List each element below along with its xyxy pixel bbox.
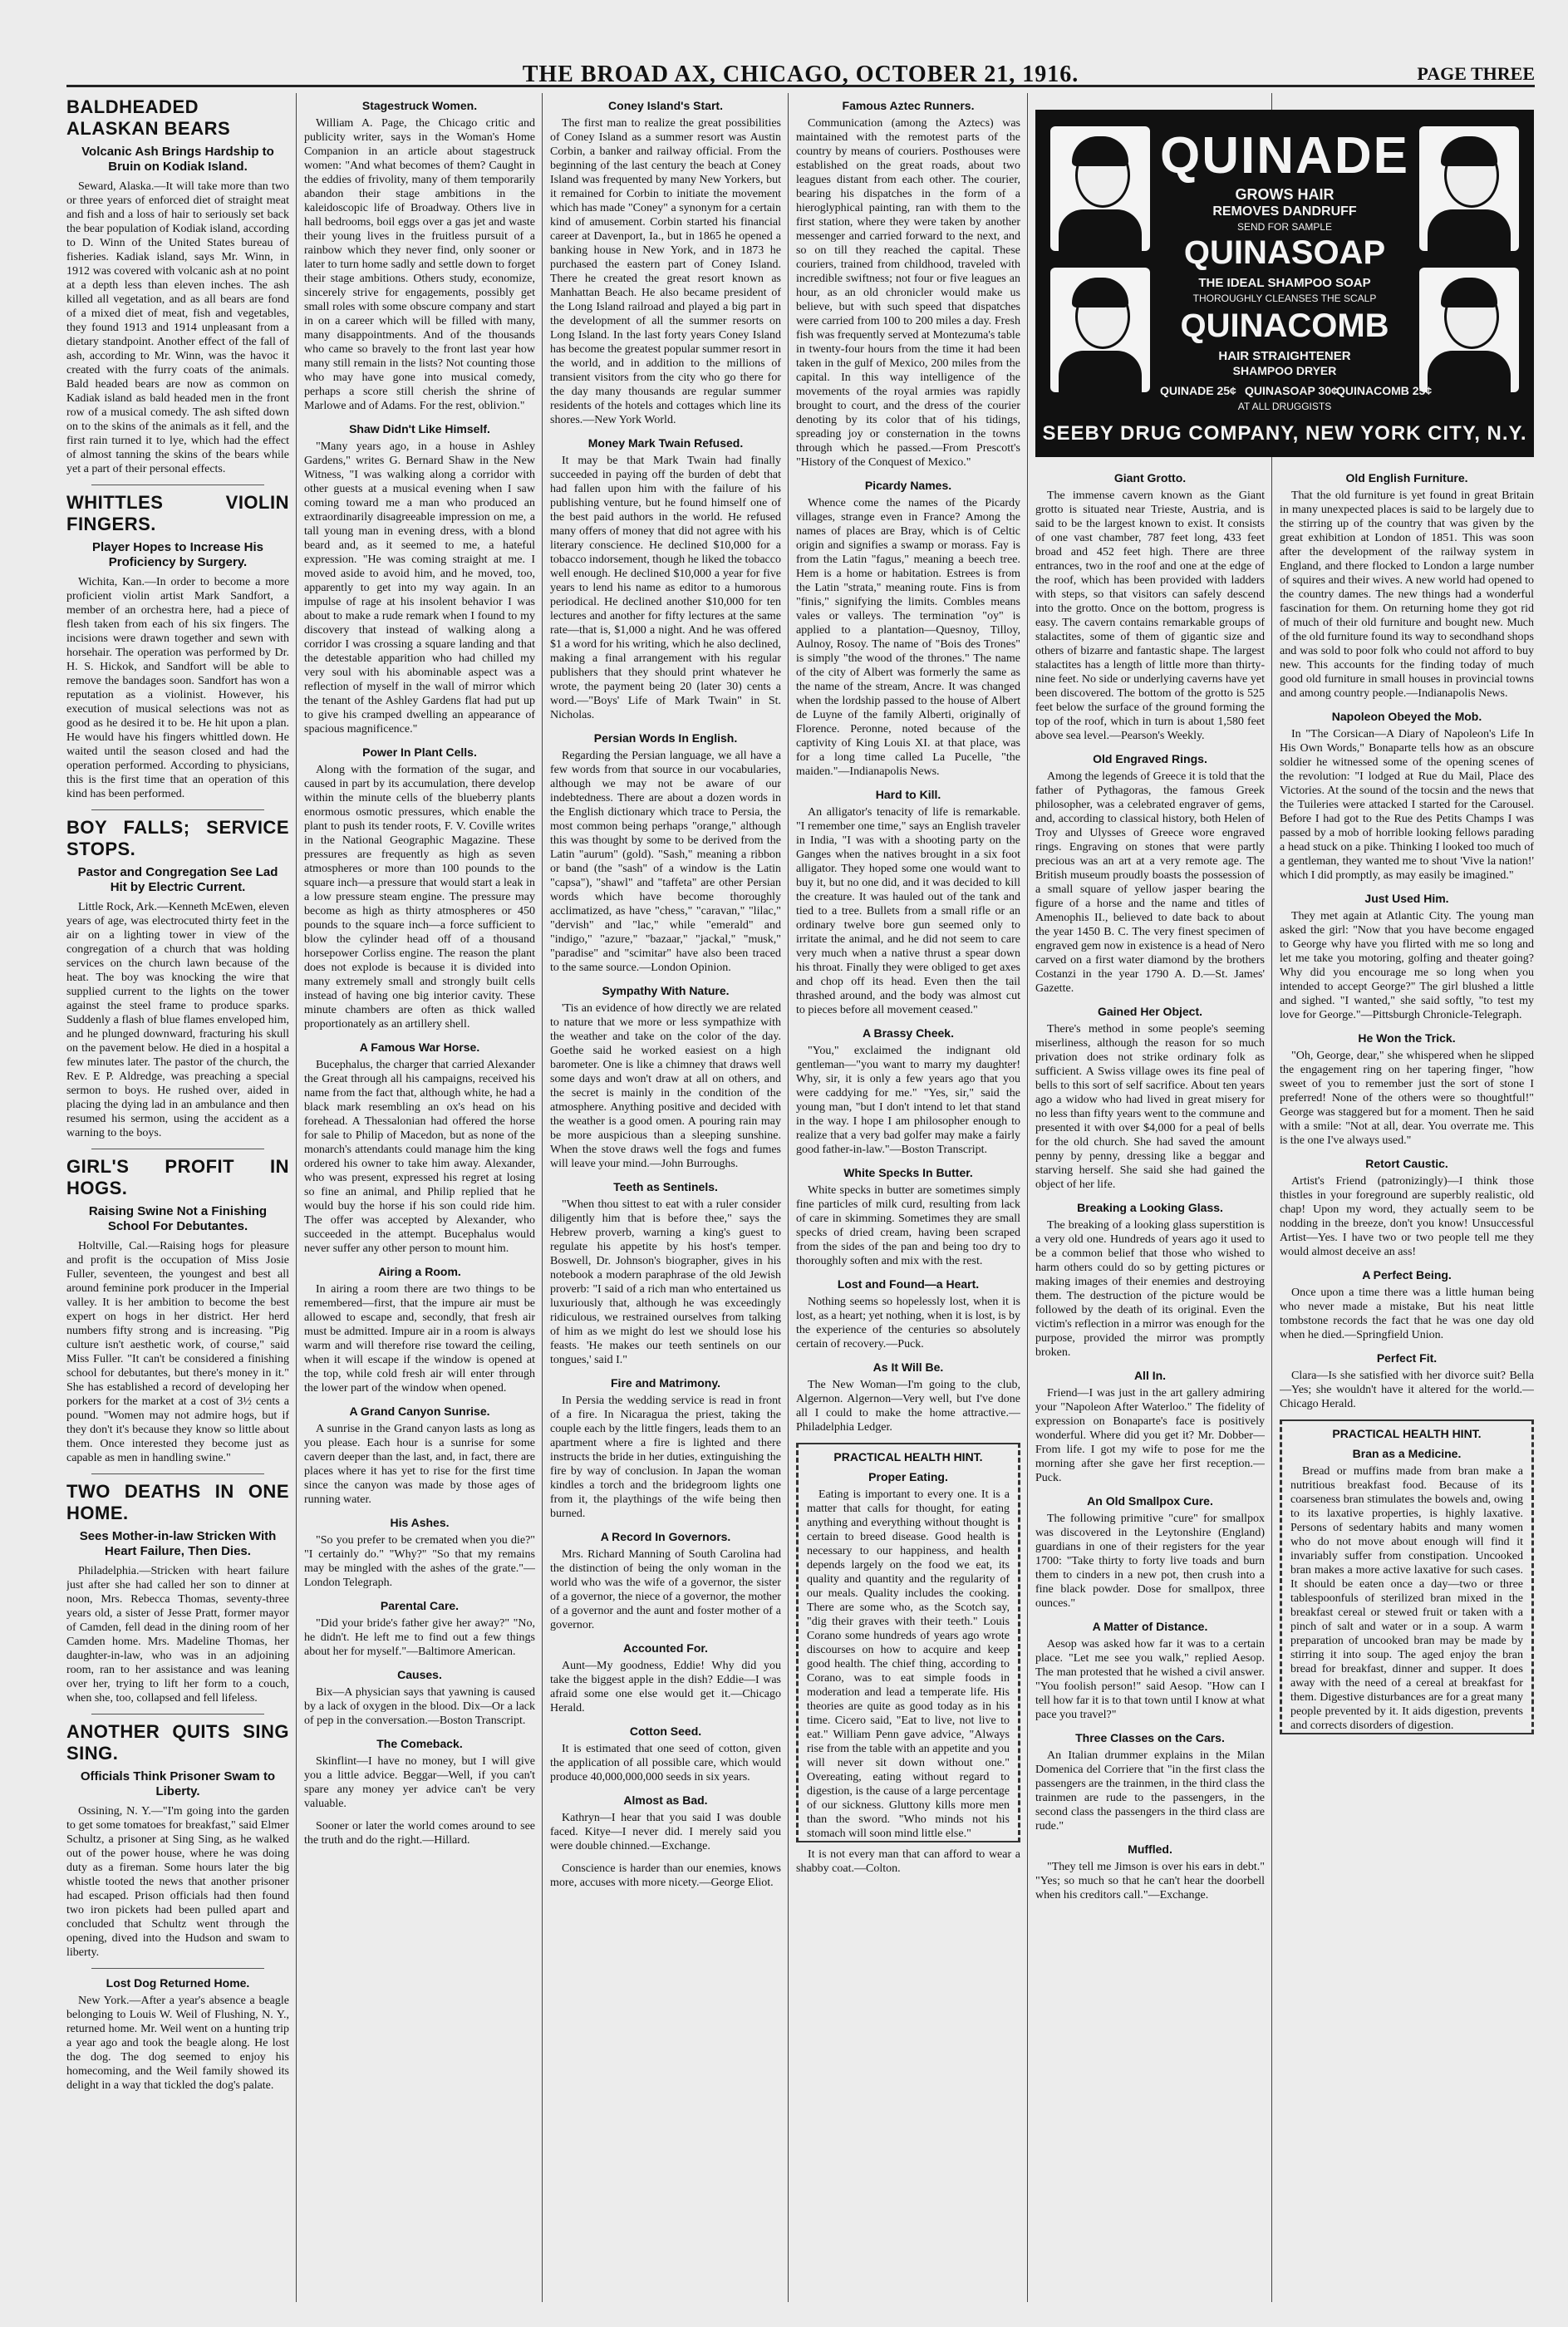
article <box>1280 1267 1534 1342</box>
article-headline: BOY FALLS; SERVICE STOPS. <box>66 817 289 859</box>
article-body: That the old furniture is yet found in great Britain in many unexpected places is said to be largely due to the stirring up of the country that was given by the great exhibition at London of 1851. This was soon after the development of the railway system in England, and there flocked to London a large number of squires and their wives. A new world had opened to the country dames. The new things had a wonderful fascination for them. On returning home they got rid of much of their old furniture and bought new. Much of the old furniture found its way to secondhand shops and was sold to poor folk who could not afford to buy new. This accounts for the finding today of much good old furniture in small houses in provincial towns and among country people.—Indianapolis News. <box>1280 490 1534 700</box>
health-hint-title: PRACTICAL HEALTH HINT. <box>833 1450 983 1464</box>
divider <box>91 809 264 810</box>
article-title: Just Used Him. <box>1364 892 1449 905</box>
article <box>550 1862 781 1890</box>
article-body: An Italian drummer explains in the Milan Domenica del Corriere that "in the first class the passengers are the trainmen, in the third class the trainmen are rude to the passengers, in the second class the passengers in the third class are rude." <box>1035 1749 1265 1833</box>
article <box>796 1360 1020 1434</box>
article-title: Perfect Fit. <box>1376 1351 1438 1365</box>
article-title: A Brassy Cheek. <box>863 1026 954 1040</box>
article-title: Lost Dog Returned Home. <box>106 1976 250 1990</box>
article-title: Accounted For. <box>623 1641 708 1655</box>
article <box>1280 891 1534 1022</box>
article-body: Whence come the names of the Picardy villages, strange even in France? Among the names of places are Bray, which is of Celtic origin and signifies a swamp or morass. Fay is from the Latin "fagus," meaning a beech tree. Hem is a home or habitation. Estrees is from the Latin "strata," meaning route. Fins is from "finis," signifying the limits. Combles means vales or valleys. The termination "oy" is applied to a plantation—Quesnoy, Tilloy, Aulnoy, Rosoy. The name of "Bois des Trones" is simply "the wood of the thrones." The name of the city of Albert was formerly the same as the name of the stream, Ancre. It was changed when the lordship passed to the house of Albert de Luyne of the family Alberti, originally of Florence. Peronne, noted because of the captivity of King Louis XI. at that place, was for a long time called La Pucelle, "the maiden."—Indianapolis News. <box>796 497 1020 778</box>
article-body: Once upon a time there was a little human being who never made a mistake, But his neat little tombstone records the fact that he was one day old when he died.—Springfield Union. <box>1280 1286 1534 1341</box>
article <box>1035 751 1265 996</box>
health-hint-box <box>1280 1419 1534 1734</box>
article-title: Sympathy With Nature. <box>602 984 730 997</box>
masthead-title: THE BROAD AX, CHICAGO, OCTOBER 21, 1916. <box>522 61 1079 87</box>
article <box>304 1515 535 1590</box>
column-4 <box>796 93 1020 2302</box>
ad-line: HAIR STRAIGHTENER <box>1218 349 1351 363</box>
article-body: Bix—A physician says that yawning is caused by a lack of oxygen in the blood. Dix—Or a lack of pep in the conversation.—Boston Transcript. <box>304 1686 535 1727</box>
article-body: White specks in butter are sometimes simply fine particles of milk curd, resulting from lack of care in skimming. Sometimes they are small specks of dried cream, having been scraped from the sides of the pan and being too dry to thoroughly soften and mix with the rest. <box>796 1184 1020 1267</box>
article <box>550 1793 781 1853</box>
article-title: Old English Furniture. <box>1345 471 1468 485</box>
article-subheadline: Volcanic Ash Brings Hardship to Bruin on Kodiak Island. <box>81 145 274 174</box>
article <box>1280 1350 1534 1411</box>
divider <box>91 1968 264 1969</box>
article-body: The immense cavern known as the Giant grotto is situated near Trieste, Austria, and is said to be the largest known to exist. It consists of one vast chamber, 787 feet long, 433 feet broad and 452 feet high. There are three entrances, two in the roof and one at the edge of the roof, which has been provided with ladders with steps, so that visitors can safely descend into the grotto. Once on the bottom, progress is easy. The cavern contains remarkable groups of stalactites, some of them of gigantic size and others of bizarre and fantastic shape. The largest stalactites has a length of little more than thirty-nine feet. No side or underlying caverns have yet been discovered. The bottom of the grotto is 525 feet below the surface of the ground forming the top of the roof, which in turn is about 1,580 feet above sea level.—Pearson's Weekly. <box>1035 490 1265 742</box>
article-body: Regarding the Persian language, we all have a few words from that source in our vocabularies, although we may not be aware of our indebtedness. There are about a dozen words in the English dictionary which trace to Persia, the most common being perhaps "orange," although this was thought by some to be derived from the Latin "aurum" (gold). "Sash," meaning a ribbon or band (the "sash" of a window is the Latin "capsa"), "shawl" and "taffeta" are other Persian words which have become thoroughly acclimatized, as have "chess," "caravan," "lilac," "dervish" and "lac," while "emerald" and "indigo," "azure," "bazaar," "jackal," "musk," "paradise" and "scimitar" have also been traced to the same source.—London Opinion. <box>550 750 781 974</box>
article-title: Three Classes on the Cars. <box>1075 1731 1225 1744</box>
article <box>304 1404 535 1507</box>
article-body: Nothing seems so hopelessly lost, when it is lost, as a heart; yet nothing, when it is lost, is by the experience of the centuries so absolutely certain of recovery.—Puck. <box>796 1296 1020 1350</box>
ad-footer: SEEBY DRUG COMPANY, NEW YORK CITY, N.Y. <box>1042 422 1527 445</box>
article <box>1035 1842 1265 1902</box>
article-title: Parental Care. <box>380 1599 460 1612</box>
ad-brand-quinacomb: QUINACOMB <box>1180 307 1389 344</box>
article-body: Along with the formation of the sugar, and caused in part by its accumulation, there develop within the minute cells of the blueberry plants enormous osmotic pressures, which enable the plant to push its tender roots, F. V. Coville writes in the National Geographic Magazine. These pressures are frequently as high as seven atmospheres or more than 100 pounds to the square inch—a pressure that would start a leak in a low pressure steam engine. The pressure may become as high as thirty atmospheres or 450 pounds to the square inch—a force sufficient to blow the cylinder head off of a thousand horsepower Corliss engine. The reason the plant does not explode is because it is divided into many extremely small and strongly built cells instead of having one big interior cavity. These minute chambers are often as thick walled proportionately as an artillery shell. <box>304 764 535 1031</box>
article <box>1035 1730 1265 1833</box>
article <box>304 1264 535 1395</box>
article-title: Shaw Didn't Like Himself. <box>349 422 490 435</box>
ad-brand-quinade: QUINADE <box>1160 127 1409 184</box>
ad-line: THE IDEAL SHAMPOO SOAP <box>1198 276 1371 290</box>
quinade-advertisement <box>1035 110 1534 457</box>
portrait-man-after <box>1050 268 1150 392</box>
article-body: In airing a room there are two things to be remembered—first, that the impure air must be allowed to escape and, secondly, that fresh air must be admitted. Impure air in a room is always warm and will therefore rise toward the ceiling, when it will escape if the window is opened at the top, while cold fresh air will enter through the lower part of the window when opened. <box>304 1283 535 1395</box>
ad-line: REMOVES DANDRUFF <box>1212 204 1357 219</box>
column-2 <box>304 93 535 2302</box>
article-body: "They tell me Jimson is over his ears in debt." "Yes; so much so that he can't hear the doorbell when his creditors call."—Exchange. <box>1035 1861 1265 1901</box>
filler-quote: It is not every man that can afford to wear a shabby coat.—Colton. <box>796 1848 1020 1875</box>
article-body: Aesop was asked how far it was to a certain place. "Let me see you walk," replied Aesop. The man protested that he wished a civil answer. "You foolish person!" said Aesop. "How can I tell how far it is to that town until I know at what pace you travel?" <box>1035 1638 1265 1721</box>
article-body: Sooner or later the world comes around to see the truth and do the right.—Hillard. <box>304 1820 535 1847</box>
article-body: They met again at Atlantic City. The young man asked the girl: "Now that you have become engaged to George why have you flirted with me so long and let me take you motoring, golfing and theater going? Why did you encourage me so long when you intended to accept George?" The girl blushed a little and sighed. "I wanted," she said softly, "to test my love for George."—Pittsburgh Chronicle-Telegraph. <box>1280 910 1534 1021</box>
article-title: Gained Her Object. <box>1097 1005 1203 1018</box>
article-body: It is estimated that one seed of cotton, given the application of all possible care, which would produce 40,000,000,000 seeds in six years. <box>550 1743 781 1783</box>
article-title: All In. <box>1133 1369 1167 1382</box>
article-title: Almost as Bad. <box>623 1793 708 1807</box>
ad-price: QUINASOAP 30¢ <box>1245 384 1338 397</box>
article-title: Famous Aztec Runners. <box>842 99 975 112</box>
article <box>1280 709 1534 883</box>
article <box>304 1819 535 1847</box>
article-body: Clara—Is she satisfied with her divorce suit? Bella—Yes; she wouldn't have it altered for the world.—Chicago Herald. <box>1280 1370 1534 1410</box>
portrait-woman-after <box>1419 126 1519 251</box>
article-body: The first man to realize the great possibilities of Coney Island as a summer resort was Austin Corbin, a banker and railway official. From the beginning of the last century the beach at Coney Island was frequented by many New Yorkers, but it remained for Corbin to initiate the movement which has made "Coney" a synonym for a certain kind of amusement. Corbin started his financial career at Davenport, Ia., but in 1865 he opened a banking house in New York, and in 1873 he purchased the eastern part of Coney Island. There he created the great resort known as Manhattan Beach. He also became president of the Long Island railroad and played a big part in the development of all the summer resorts on Long Island. In the last forty years Coney Island has become the greatest popular summer resort in the world, and in addition to the millions of transient visitors from the city who go there for the day many thousands are regular summer residents of the hotels and cottages which line its shores.—New York World. <box>550 117 781 426</box>
article <box>66 1975 289 2093</box>
article <box>796 478 1020 779</box>
article-title: A Record In Governors. <box>600 1530 731 1543</box>
article-body: "So you prefer to be cremated when you die?" "I certainly do." "Why?" "So that my remains may be mingled with the ashes of the grate."—London Telegraph. <box>304 1534 535 1589</box>
column-1 <box>66 93 289 2302</box>
article-body: The breaking of a looking glass superstition is a very old one. Hundreds of years ago it used to be a common belief that those who wished to harm others could do so by getting pictures or making images of their enemies and destroying them. The destruction of the picture would be followed by the death of its original. Even the victim's reflection in a mirror was enough for the purpose, provided the mirror was promptly broken. <box>1035 1219 1265 1359</box>
article-body: In "The Corsican—A Diary of Napoleon's Life In His Own Words," Bonaparte tells how as an obscure soldier he witnessed some of the opening scenes of the revolution: "I lodged at Rue du Mail, Place des Victories. At the sound of the tocsin and the news that the Tuileries were attacked I started for the Carousel. Before I had got to the Rue des Petits Champs I was passed by a mob of horrible looking fellows parading a head stuck on a pike. Thinking I looked too much of a gentleman, they wanted me to shout 'Vive la nation!' which I did promptly, as may easily be imagined." <box>1280 728 1534 882</box>
article <box>1035 1619 1265 1722</box>
article-title: Old Engraved Rings. <box>1093 752 1207 765</box>
article <box>796 1277 1020 1351</box>
article-body: Aunt—My goodness, Eddie! Why did you take the biggest apple in the dish? Eddie—I was afraid some one else would get it.—Chicago Herald. <box>550 1660 781 1715</box>
article-body: Wichita, Kan.—In order to become a more proficient violin artist Mark Sandfort, a member of an orchestra here, had a piece of flesh taken from each of his six fingers. The incisions were drawn together and sewn with horsehair. The operation was performed by Dr. H. S. Hickok, and Sandfort will be able to remove the bandages soon. Sandfort has won a reputation as a violinist. However, his execution of musical selections was not as good as he desired it to be. He hit upon a plan. He would have his fingers whittled down. He waited until the season closed and had the operation performed. According to physicians, this is the first time that an operation of this kind has been performed. <box>66 576 289 800</box>
article <box>1035 1368 1265 1485</box>
article-title: Retort Caustic. <box>1365 1157 1448 1170</box>
article <box>1035 470 1265 743</box>
article <box>1035 1493 1265 1611</box>
article <box>1035 1200 1265 1360</box>
ad-brand-quinasoap: QUINASOAP <box>1183 234 1386 271</box>
portrait-woman-before <box>1419 268 1519 392</box>
article <box>1280 1031 1534 1148</box>
article <box>1035 1004 1265 1192</box>
article-title: Lost and Found—a Heart. <box>837 1277 980 1291</box>
article-body: Skinflint—I have no money, but I will give you a little advice. Beggar—Well, if you can't spare any money yer advice can't be very valuable. <box>304 1755 535 1810</box>
article-headline: GIRL'S PROFIT IN HOGS. <box>66 1156 289 1198</box>
article-body: Among the legends of Greece it is told that the father of Pythagoras, the famous Greek philosopher, was a celebrated engraver of gems, and, according to classical history, both Helen of Troy and Ulysses of Greece wore engraved rings. Engraving on stones that were partly precious was an art at a very remote age. The British museum proudly boasts the possession of a small square of yellow jasper bearing the figure of a horse and the name and titles of Amenophis II., believed to date back to about the year 1450 B. C. The very finest specimen of engraved gem now in existence is a head of Nero carved on a first water diamond by the brothers Costanzi in the year 1790 A. D.—St. James' Gazette. <box>1035 770 1265 995</box>
article-title: Money Mark Twain Refused. <box>587 436 744 450</box>
article-body: "When thou sittest to eat with a ruler consider diligently him that is before thee," says the Hebrew proverb, warning a king's guest to regulate his appetite by his host's temper. Boswell, Dr. Johnson's biographer, gives in his notebook a modern paraphrase of the old Jewish proverb: "I said of a rich man who entertained us luxuriously that, although he was exceedingly ridiculous, we restrained ourselves from talking of him as we might do lest we should lose his feasts. 'He makes our teeth sentinels on our tongues,' said I." <box>550 1198 781 1366</box>
column-rule <box>296 93 297 2302</box>
article-body: Friend—I was just in the art gallery admiring your "Napoleon After Waterloo." The fidelity of expression on Bonaparte's face is positively wonderful. Where did you get it? Mr. Dobber—From life. I got my wife to pose for me the morning after she gave her first reception.—Puck. <box>1035 1387 1265 1484</box>
article-subheadline: Sees Mother-in-law Stricken With Heart Failure, Then Dies. <box>79 1529 277 1558</box>
article <box>796 787 1020 1017</box>
ad-price: QUINACOMB 25¢ <box>1336 384 1433 397</box>
article <box>550 1529 781 1632</box>
article-body: "You," exclaimed the indignant old gentleman—"you want to marry my daughter! Why, sir, it is only a few years ago that you were caddying for me." "Yes, sir," said the young man, "but I don't intend to let that stand in the way. I hope I am philosopher enough to realize that a very bad golfer may make a fairly good father-in-law."—Boston Transcript. <box>796 1045 1020 1156</box>
article-title: A Grand Canyon Sunrise. <box>349 1405 490 1418</box>
article <box>550 983 781 1171</box>
article-body: "Did your bride's father give her away?" "No, he didn't. He left me to find out a few things about her for myself."—Baltimore American. <box>304 1617 535 1658</box>
article-title: Causes. <box>397 1668 442 1681</box>
ad-line: SEND FOR SAMPLE <box>1236 221 1333 233</box>
article-body: Bucephalus, the charger that carried Alexander the Great through all his campaigns, received his name from the fact that, although white, he had a black mark resembling an ox's head on his forehead. A Thessalonian had offered the horse for sale to Philip of Macedon, but as none of the monarch's attendants could manage him the king ordered his owner to take him away. Alexander, who was present, expressed his regret at losing so fine an animal, and Philip replied that he would buy the horse if his son could ride him. The offer was accepted by Alexander, who succeeded in the attempt. Bucephalus would never suffer any other person to mount him. <box>304 1059 535 1255</box>
article-body: The New Woman—I'm going to the club, Algernon. Algernon—Very well, but I've done all I could to make the home attractive.—Philadelphia Ledger. <box>796 1379 1020 1434</box>
article <box>66 1481 289 1705</box>
article-subheadline: Officials Think Prisoner Swam to Liberty. <box>80 1769 276 1798</box>
article-body: "Oh, George, dear," she whispered when he slipped the engagement ring on her tapering finger, "how sweet of you to remember just the sort of stone I preferred! None of the others were so thoughtful!" George was staggered but for a moment. Then he said with a smile: "Not at all, dear. You overrate me. This is the one I've always used." <box>1280 1050 1534 1147</box>
article-title: A Perfect Being. <box>1362 1268 1452 1282</box>
article-title: Muffled. <box>1128 1842 1172 1856</box>
article-body: Mrs. Richard Manning of South Carolina had the distinction of being the only woman in the world who was the wife of a governor, the sister of a governor, the niece of a governor, the mother of a governor and the aunt and foster mother of a governor. <box>550 1548 781 1631</box>
column-rule <box>542 93 543 2302</box>
page-number: PAGE THREE <box>1417 63 1535 84</box>
article-body: New York.—After a year's absence a beagle belonging to Louis W. Weil of Flushing, N. Y., returned home. Mr. Weil went on a hunting trip a year ago and took the beagle along. He lost the dog. The dog seemed to enjoy his homecoming, and the Weil family showed its delight in a way that tickled the dog's palate. <box>66 1995 289 2092</box>
article-title: Stagestruck Women. <box>361 99 478 112</box>
article <box>66 492 289 801</box>
article <box>304 421 535 736</box>
article-body: Holtville, Cal.—Raising hogs for pleasure and profit is the occupation of Miss Josie Fuller, seventeen, the youngest and best all around feminine pork producer in the Imperial valley. It is her ambition to become the best expert on hogs in her district. Her herd numbers fifty strong and is increasing. "Pig culture isn't aesthetic work, of course," said Miss Fuller. "It can't be considered a finishing school for debutantes, but there's money in it." She has established a record of developing her porkers for the market at a cost of 3½ cents a pound. "Women may not admire hogs, but if they don't it's because they know so little about them. Once interested they become just as capable as men in handling swine." <box>66 1240 289 1464</box>
article-body: 'Tis an evidence of how directly we are related to nature that we more or less sympathize with the weather and take on the color of the day. Goethe said he worked easiest on a high barometer. One is like a chimney that draws well some days and won't draw at all on others, and the secret is mainly in the condition of the atmosphere. Anything positive and decided with the weather is a good omen. A pouring rain may be more auspicious than a sleeping sunshine. When the stove draws well the fogs and fumes will leave your mind.—John Burroughs. <box>550 1002 781 1170</box>
article-body: Seward, Alaska.—It will take more than two or three years of enforced diet of straight meat and fish and a loss of hair to seriously set back the bear population of Kodiak island, according to D. Winn of the United States bureau of fisheries. Kadiak island, says Mr. Winn, in 1912 was covered with volcanic ash at no point at a depth less than eleven inches. The ash killed all vegetation, and as all bears are fond of a mixed diet of meat, fish and vegetables, they found 1913 and 1914 unpleasant from a dietary standpoint. Another effect of the fall of ash, according to Mr. Winn, was the havoc it created with the furry coats of the animals. Bald headed bears are now as common on Kadiak island as bald headed men in the front row of a musical comedy. The ash sifted down on to the skins of the animals as it fell, and the first rain turned it to lye, which had the effect of almost tanning the skins of the bears while yet a part of their personal effects. <box>66 180 289 475</box>
article-body: A sunrise in the Grand canyon lasts as long as you please. Each hour is a sunrise for some cavern deeper than the last, and, in fact, there are places where it has yet to rise for the first time since the canyon was made by those ages of running water. <box>304 1423 535 1506</box>
article <box>304 98 535 413</box>
article <box>66 1156 289 1465</box>
article-body: Kathryn—I hear that you said I was double faced. Kitye—I never did. I merely said you were double chinned.—Exchange. <box>550 1812 781 1852</box>
article-title: White Specks In Butter. <box>843 1166 973 1179</box>
article <box>304 745 535 1031</box>
article-title: Airing a Room. <box>378 1265 461 1278</box>
article-title: Cotton Seed. <box>629 1724 702 1738</box>
health-hint-heading: Bran as a Medicine. <box>1352 1447 1462 1460</box>
article <box>550 98 781 427</box>
article-body: Philadelphia.—Stricken with heart failure just after she had called her son to dinner at noon, Mrs. Rebecca Thomas, seventy-three years old, a sister of Jesse Pratt, former mayor of Camden, fell dead in the dining room of her Camden home. Mrs. Madeline Thomas, her daughter-in-law, who was in an adjoining room, ran to her assistance and was leaning over her, trying to lift her form to a couch, when she, too, collapsed and fell lifeless. <box>66 1565 289 1705</box>
article-headline: TWO DEATHS IN ONE HOME. <box>66 1481 289 1523</box>
article-body: Conscience is harder than our enemies, knows more, accuses with more nicety.—George Eliot. <box>550 1862 781 1889</box>
article-title: Giant Grotto. <box>1113 471 1187 485</box>
article-body: "Many years ago, in a house in Ashley Gardens," writes G. Bernard Shaw in the New Witness, "I was walking along a corridor with other guests at a musical evening when I saw coming toward me a man who produced an extraordinarily disagreeable impression on me, a tall young man in evening dress, with a blond beard and, as it seemed to me, a hateful expression. "He was coming straight at me. I moved aside to avoid him, and he moved, too, apparently to get into my way again. In an impulse of rage at his insolent behavior I was about to make a rude remark when I found to my discovery that instead of walking along a corridor I was crossing a square landing and that the detestable apparition who had chilled my very soul with his abominable aspect was a reflection of myself in the wall of mirror which the tenant of the Ashley Gardens flat had put up to give his cramped dwelling an appearance of spacious magnificence." <box>304 440 535 735</box>
article-title: Teeth as Sentinels. <box>613 1180 718 1193</box>
article-title: Napoleon Obeyed the Mob. <box>1331 710 1482 723</box>
ad-line: AT ALL DRUGGISTS <box>1237 401 1332 412</box>
article-body: The following primitive "cure" for smallpox was discovered in the Leytonshire (England) guardians in one of their registers for the year 1700: "Take thirty to forty live toads and burn them to cinders in a new pot, then crush into a fine black powder. Dose for smallpox, three ounces." <box>1035 1513 1265 1610</box>
masthead <box>66 60 1535 87</box>
article-title: An Old Smallpox Cure. <box>1087 1494 1213 1508</box>
article-subheadline: Pastor and Congregation See Lad Hit by Electric Current. <box>77 865 278 894</box>
article-body: It may be that Mark Twain had finally succeeded in paying off the burden of debt that had fallen upon him with the failure of his publishing venture, but he found himself one of the best paid authors in the world. He refused many offers of money that did not agree with his literary conscience. He declined $10,000 for a tobacco indorsement, though he liked the tobacco well enough. He declined $10,000 a year for five years to lend his name as editor to a humorous periodical. He declined another $10,000 for ten lectures and another for fifty lectures at the same rate—that is, $1,000 a night. And he was offered $1 a word for his writing, which he also declined, making a final arrangement with his regular publishers that they should print whatever he wrote, the payment being 20 (later 30) cents a word.—"Boys' Life of Mark Twain" in St. Nicholas. <box>550 455 781 721</box>
article <box>1280 470 1534 701</box>
article-body: In Persia the wedding service is read in front of a fire. In Nicaragua the priest, taking the couple each by the little fingers, leads them to an apartment where a fire is lighted and there instructs the bride in her duties, extinguishing the fire by way of conclusion. In Japan the woman kindles a torch and the bridegroom lights one from it, the playthings of the wife being then burned. <box>550 1395 781 1520</box>
article-title: The Comeback. <box>376 1737 463 1750</box>
article <box>796 98 1020 470</box>
article-headline: BALDHEADED ALASKAN BEARS <box>66 96 231 139</box>
ad-price: QUINADE 25¢ <box>1160 384 1236 397</box>
article <box>550 1375 781 1521</box>
health-hint-box <box>796 1443 1020 1842</box>
article <box>304 1736 535 1811</box>
article <box>550 435 781 722</box>
article-body: Communication (among the Aztecs) was maintained with the remotest parts of the country by means of couriers. Posthouses were established on the great roads, about two leagues distant from each other. The courier, bearing his dispatches in the form of a hieroglyphical painting, ran with them to the first station, where they were taken by another messenger and carried forward to the next, and so on till they reached the capital. These couriers, trained from childhood, traveled with incredible swiftness; not four or five leagues an hour, as an old chronicler would make us believe, but with such speed that dispatches were carried from 100 to 200 miles a day. Fresh fish was frequently served at Montezuma's table in twenty-four hours from the time it had been taken in the gulf of Mexico, 200 miles from the capital. In this way intelligence of the movements of the royal armies was rapidly brought to court, and the dress of the courier denoting by its color that of his tidings, spreading joy or consternation in the towns through which he passed.—From Prescott's "History of the Conquest of Mexico." <box>796 117 1020 469</box>
article <box>796 1026 1020 1157</box>
article-title: Picardy Names. <box>864 479 952 492</box>
article <box>66 96 289 476</box>
article-body: Ossining, N. Y.—"I'm going into the garden to get some tomatoes for breakfast," said Elmer Schultz, a prisoner at Sing Sing, as he walked out of the power house, where he was doing duty as a fireman. Some hours later the big whistle tooted the news that another prisoner had escaped. Prison officials had then found two iron pickets had been pulled apart and concluded that Schultz went through the opening, dived into the Hudson and swam to liberty. <box>66 1805 289 1959</box>
article-title: As It Will Be. <box>872 1360 944 1374</box>
article-body: There's method in some people's seeming miserliness, although the reason for so much privation does not strike ordinary folk as sufficient. A Swiss village owes its fine peal of bells to this sort of self sacrifice. About ten years ago a widow who had lived in great misery for no less than fifty years went to the commune and presented it with over $4,000 for a peal of bells for the old church. She had saved the amount penny by penny, dressing like a beggar and starving herself. She said she had gained the object of her life. <box>1035 1023 1265 1191</box>
health-hint-title: PRACTICAL HEALTH HINT. <box>1332 1427 1482 1440</box>
column-rule <box>788 93 789 2302</box>
article <box>304 1667 535 1728</box>
article-body: An alligator's tenacity of life is remarkable. "I remember one time," says an English traveler in India, "I was with a shooting party on the Ganges when the natives brought in a six foot alligator. They hoped some one would want to buy it, but no one did, and it was decided to kill the creature. It was hauled out of the tank and tied to a tree. Bullets from a small rifle or an ordinary twelve bore gun seemed only to irritate the animal, and he did not seem to care very much when a native thrust a spear down his throat. Finally they were obliged to get axes and chop off its head. Even then the tail thrashed around, and the body was almost cut to pieces before all movement ceased." <box>796 806 1020 1016</box>
article <box>304 1598 535 1659</box>
article-body: Little Rock, Ark.—Kenneth McEwen, eleven years of age, was electrocuted thirty feet in the air on a lighting tower in view of the congregation of a church that was holding services on the church lawn because of the heat. The boy was knocking the wire that supplied current to the lights on the tower against the steel frame to produce sparks. Suddenly a flash of blue flames enveloped him, and he plunged downward, fracturing his skull on the pavement below. He died in a hospital a few minutes later. The pastor of the church, the Rev. E P. Aldredge, was preaching a special sermon to boys. He rushed over, aided in placing the dying lad in an ambulance and then resumed his sermon, using the accident as a warning to the boys. <box>66 901 289 1139</box>
article-subheadline: Raising Swine Not a Finishing School For Debutantes. <box>88 1204 268 1233</box>
health-hint-body: Bread or muffins made from bran make a nutritious breakfast food. Because of its coarseness bran stimulates the bowels and, owing to its laxative properties, is highly laxative. Persons of sedentary habits and many women who do not move about enough will find it invariably suffer from constipation. Uncooked bran makes a more active laxative for such cases. It should be eaten once a day—two or three tablespoonfuls of sterilized bran mixed in the breakfast cereal or stewed fruit or taken with a pinch of salt and water or in a soup. A warm preparation of uncooked bran may be made by stirring it into soup. The aged enjoy the bran bread for breakfast, dinner and supper. It does away with the need of a cereal at breakfast for them. Digestive disturbances are for a great many people prevented by it. It aids digestion, prevents and corrects disorders of digestion. <box>1290 1465 1523 1732</box>
article <box>550 1724 781 1784</box>
article-body: Artist's Friend (patronizingly)—I think those thistles in your foreground are superbly realistic, old chap! Upon my word, they actually seem to be nodding in the breeze, don't you know! Unsuccessful Artist—Yes. I have two or two people tell me they would almost deceive an ass! <box>1280 1175 1534 1258</box>
divider <box>91 1714 264 1715</box>
column-6 <box>1280 465 1534 2302</box>
article <box>66 1721 289 1960</box>
article-headline: WHITTLES VIOLIN FINGERS. <box>66 492 289 534</box>
column-rule <box>1027 93 1028 2302</box>
article-title: A Matter of Distance. <box>1092 1620 1208 1633</box>
health-hint-body: Eating is important to every one. It is a matter that calls for thought, for eating anything and everything without thought is certain to breed disease. Good health is necessary to our happiness, and health depends largely on the food we eat, its quality and quantity and the regularity of our meals. Quality includes the cooking. There are some who, as the Scotch say, "dig their graves with their teeth." Louis Corano some hundreds of years ago wrote discourses on how to acquire and keep good health. The chief thing, according to Corano, was to eat simple foods in moderation and lead a temperate life. His theories are quite as good today as in his time. Cicero said, "Eat to live, not live to eat." William Penn gave advice, "Always rise from the table with an appetite and you will never sit down without one." Overeating, eating without regard to digestion, is the cause of a large percentage of our sickness. Gluttony kills more men than the sword. "Who minds not his stomach will soon mind little else." <box>807 1488 1010 1840</box>
article-title: His Ashes. <box>390 1516 450 1529</box>
article-title: Fire and Matrimony. <box>611 1376 720 1390</box>
health-hint-heading: Proper Eating. <box>868 1470 948 1483</box>
article <box>796 1165 1020 1268</box>
ad-line: SHAMPOO DRYER <box>1232 364 1337 377</box>
article-title: Power In Plant Cells. <box>362 745 477 759</box>
article <box>550 731 781 975</box>
portrait-man-before <box>1050 126 1150 251</box>
article <box>550 1179 781 1367</box>
article <box>1280 1156 1534 1259</box>
ad-line: GROWS HAIR <box>1235 186 1335 203</box>
article-subheadline: Player Hopes to Increase His Proficiency by Surgery. <box>92 540 263 569</box>
article-body: William A. Page, the Chicago critic and publicity writer, says in the Woman's Home Companion in an article about stagestruck women: "And what becomes of them? Caught in the eddies of frivolity, many of them temporarily abandon their stage ambitions in the kaleidoscopic life of Broadway. Others live in hall bedrooms, boil eggs over a gas jet and waste their young lives in the fruitless pursuit of a rainbow which they never find, only sooner or later to turn home sadly and settle down to forget their stage ambitions. Others study, economize, sincerely strive for engagements, possibly get small roles with some obscure company and start in on a career which will be filled with many, many disappointments. And of the thousands who came so bravely to the front last year how many still remain in the lists? Not counting those who may have gone into musical comedy, perhaps a score still cherish the shrine of Marlowe and of Adams. For the rest, oblivion." <box>304 117 535 412</box>
article <box>304 1040 535 1256</box>
article-title: A Famous War Horse. <box>359 1041 480 1054</box>
column-5 <box>1035 465 1265 2302</box>
column-3 <box>550 93 781 2302</box>
divider <box>91 1473 264 1474</box>
article <box>550 1641 781 1715</box>
article-title: Hard to Kill. <box>875 788 941 801</box>
article <box>66 817 289 1140</box>
article-title: Breaking a Looking Glass. <box>1077 1201 1223 1214</box>
article-title: He Won the Trick. <box>1358 1031 1456 1045</box>
article-title: Coney Island's Start. <box>608 99 723 112</box>
ad-line: THOROUGHLY CLEANSES THE SCALP <box>1192 293 1377 304</box>
article-headline: ANOTHER QUITS SING SING. <box>66 1721 289 1764</box>
article-title: Persian Words In English. <box>593 731 738 745</box>
